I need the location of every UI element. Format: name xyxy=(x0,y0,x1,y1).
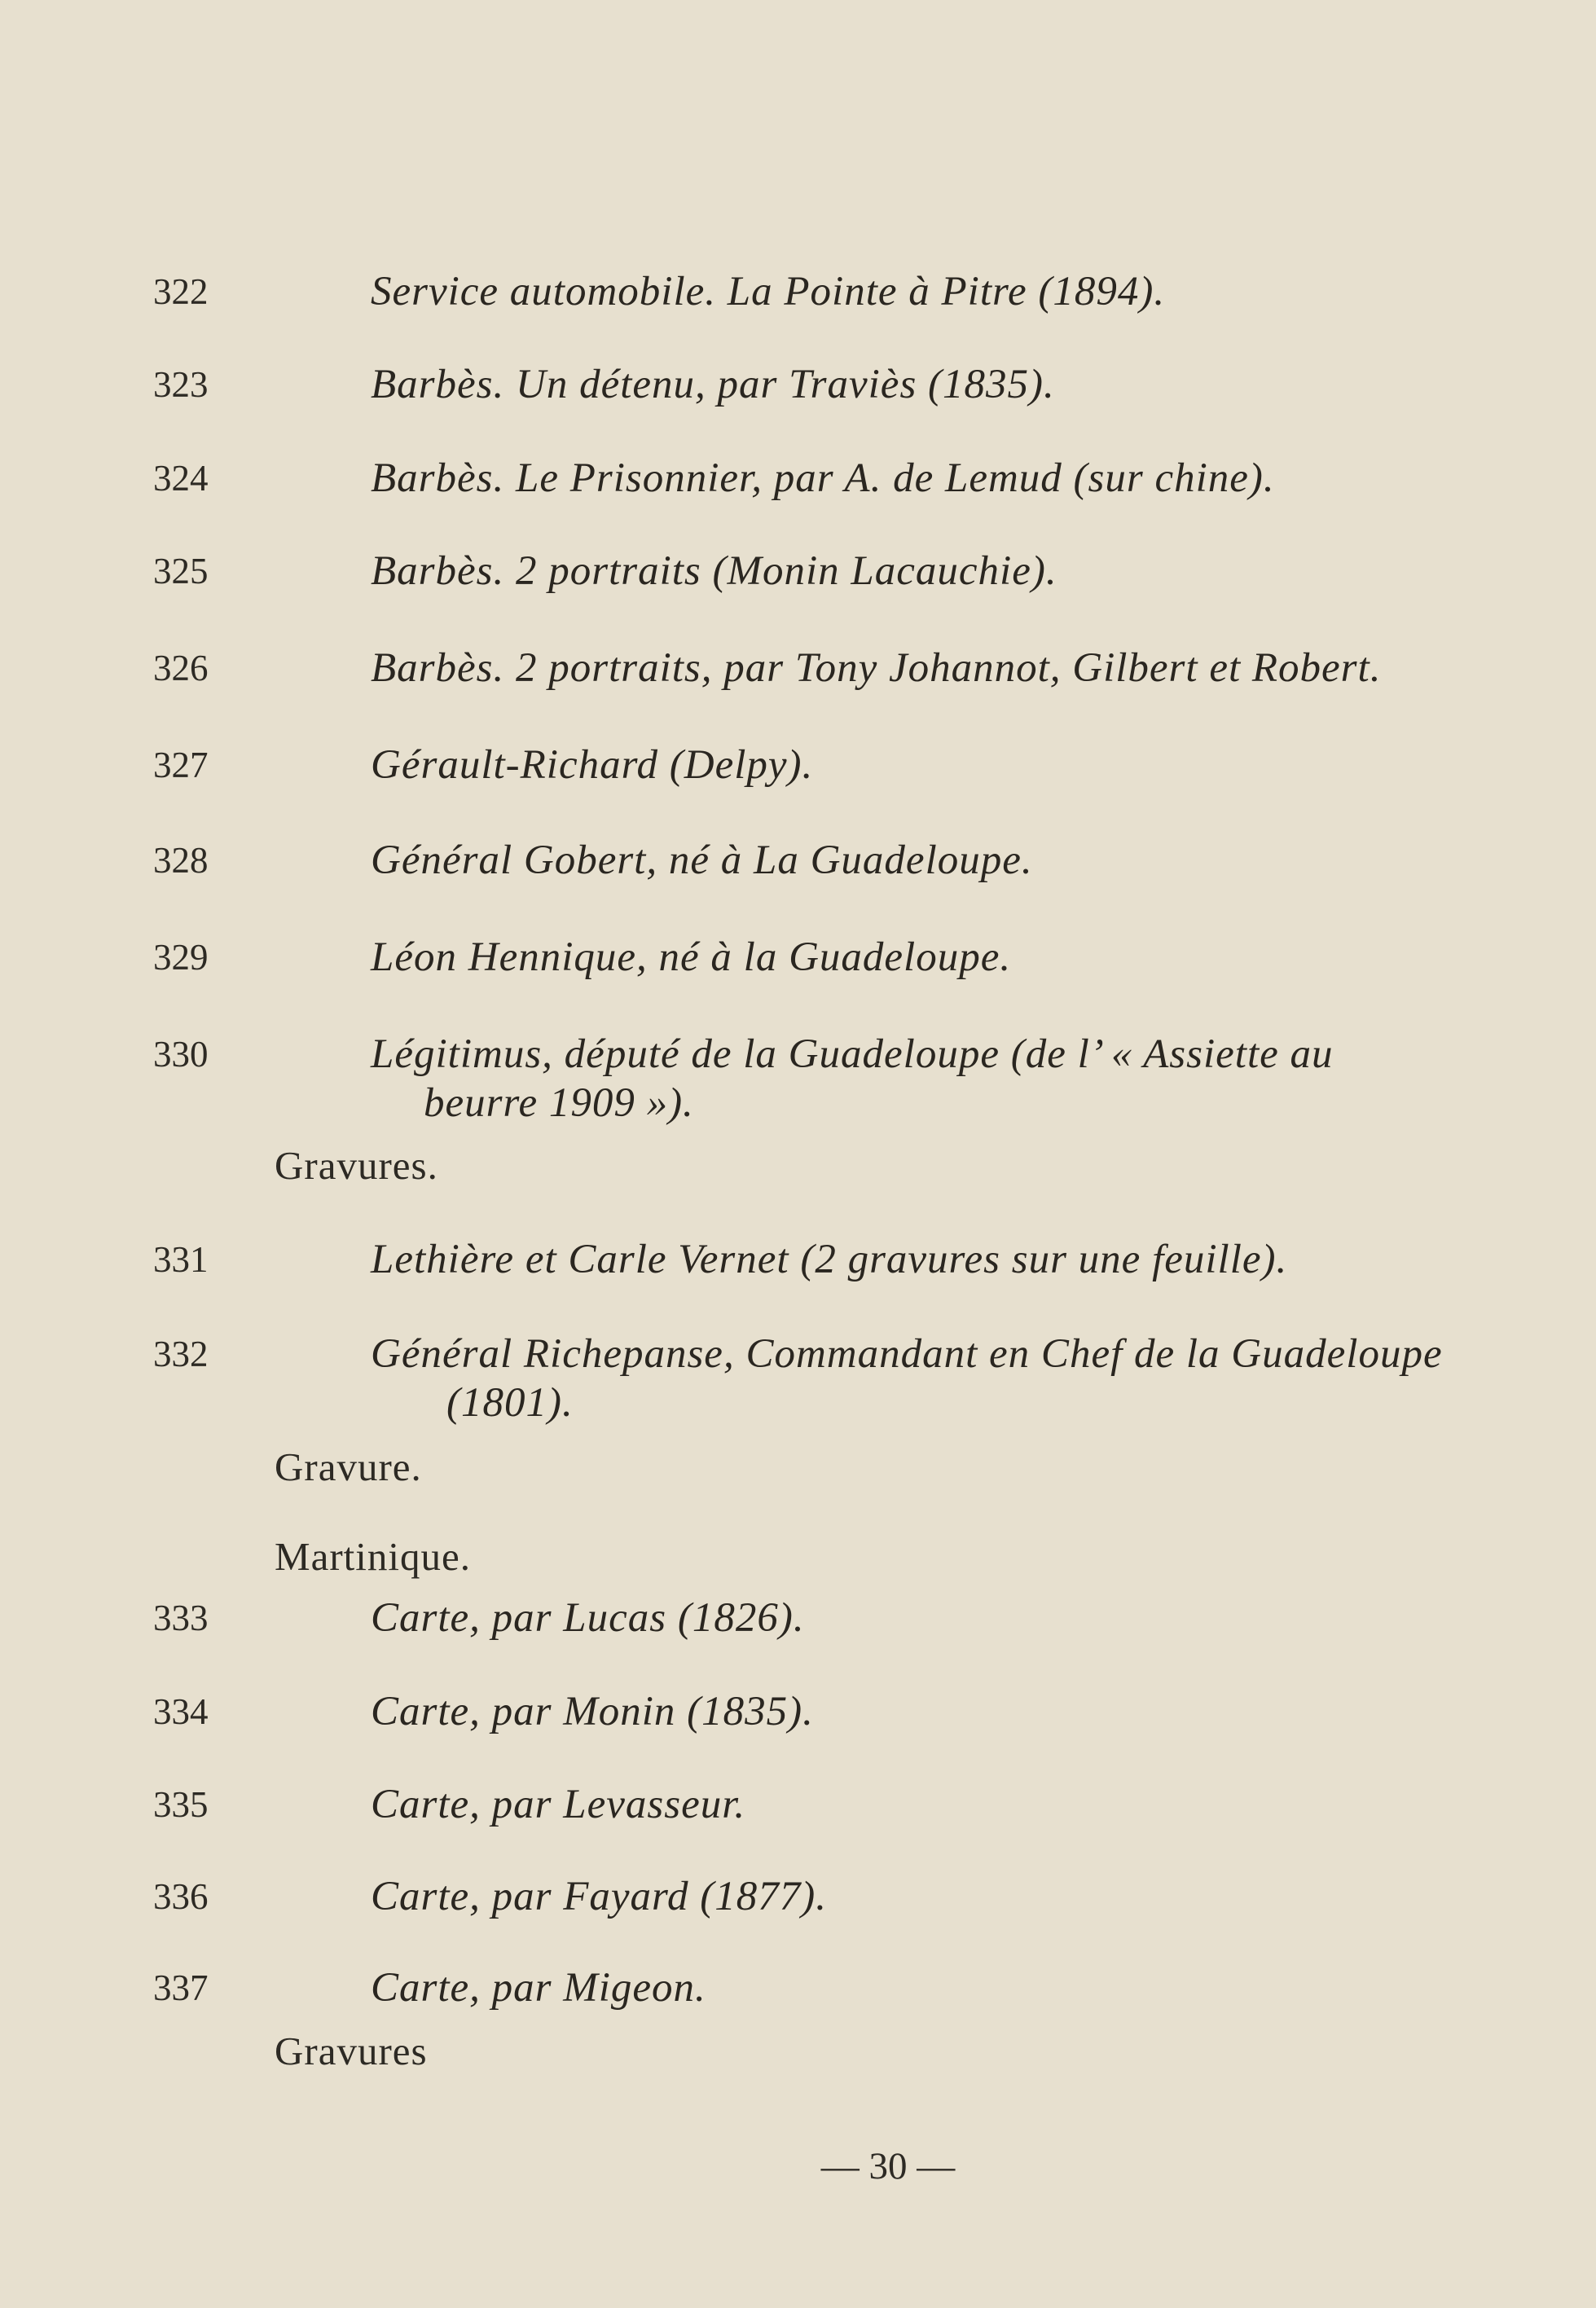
entry-text: Lethière et Carle Vernet (2 gravures sur une feuille). xyxy=(371,1237,1288,1282)
entry-text: Carte, par Monin (1835). xyxy=(371,1689,814,1734)
entry-text-continuation: beurre 1909 »). xyxy=(424,1080,694,1126)
entry-number: 322 xyxy=(153,271,209,312)
entry-number: 336 xyxy=(153,1876,209,1917)
entry-text: Barbès. Un détenu, par Traviès (1835). xyxy=(371,362,1055,407)
entry-text: Barbès. Le Prisonnier, par A. de Lemud (sur chine). xyxy=(371,455,1275,501)
entry-number: 327 xyxy=(153,745,209,785)
entry-number: 331 xyxy=(153,1239,209,1280)
section-label-martinique: Martinique. xyxy=(275,1534,471,1579)
section-label-gravures: Gravures. xyxy=(275,1143,438,1188)
entry-text: Léon Hennique, né à la Guadeloupe. xyxy=(371,934,1012,980)
entry-number: 333 xyxy=(153,1598,209,1638)
entry-number: 329 xyxy=(153,937,209,978)
entry-text: Légitimus, député de la Guadeloupe (de l’ « Assiette au xyxy=(371,1031,1334,1077)
entry-number: 335 xyxy=(153,1784,209,1825)
entry-text: Service automobile. La Pointe à Pitre (1894). xyxy=(371,269,1166,314)
section-label-gravures-2: Gravures xyxy=(275,2029,428,2073)
entry-number: 326 xyxy=(153,648,209,688)
entry-text-continuation: (1801). xyxy=(446,1380,574,1426)
page-number: — 30 — xyxy=(820,2145,956,2187)
entry-number: 323 xyxy=(153,364,209,405)
entry-text: Barbès. 2 portraits (Monin Lacauchie). xyxy=(371,548,1057,594)
entry-text: Carte, par Migeon. xyxy=(371,1965,706,2011)
entry-text: Général Richepanse, Commandant en Chef de la Guadeloupe xyxy=(371,1331,1443,1377)
entry-number: 337 xyxy=(153,1967,209,2008)
entry-text: Carte, par Lucas (1826). xyxy=(371,1595,805,1641)
section-label-gravure: Gravure. xyxy=(275,1444,422,1489)
entry-number: 332 xyxy=(153,1334,209,1374)
entry-text: Carte, par Levasseur. xyxy=(371,1782,746,1827)
entry-text: Carte, par Fayard (1877). xyxy=(371,1874,827,1919)
entry-text: Barbès. 2 portraits, par Tony Johannot, Gilbert et Robert. xyxy=(371,645,1382,691)
entry-number: 330 xyxy=(153,1034,209,1075)
entry-text: Gérault-Richard (Delpy). xyxy=(371,742,814,788)
entry-number: 334 xyxy=(153,1691,209,1732)
entry-number: 324 xyxy=(153,458,209,499)
entry-number: 325 xyxy=(153,551,209,591)
entry-text: Général Gobert, né à La Guadeloupe. xyxy=(371,837,1033,883)
entry-number: 328 xyxy=(153,840,209,881)
